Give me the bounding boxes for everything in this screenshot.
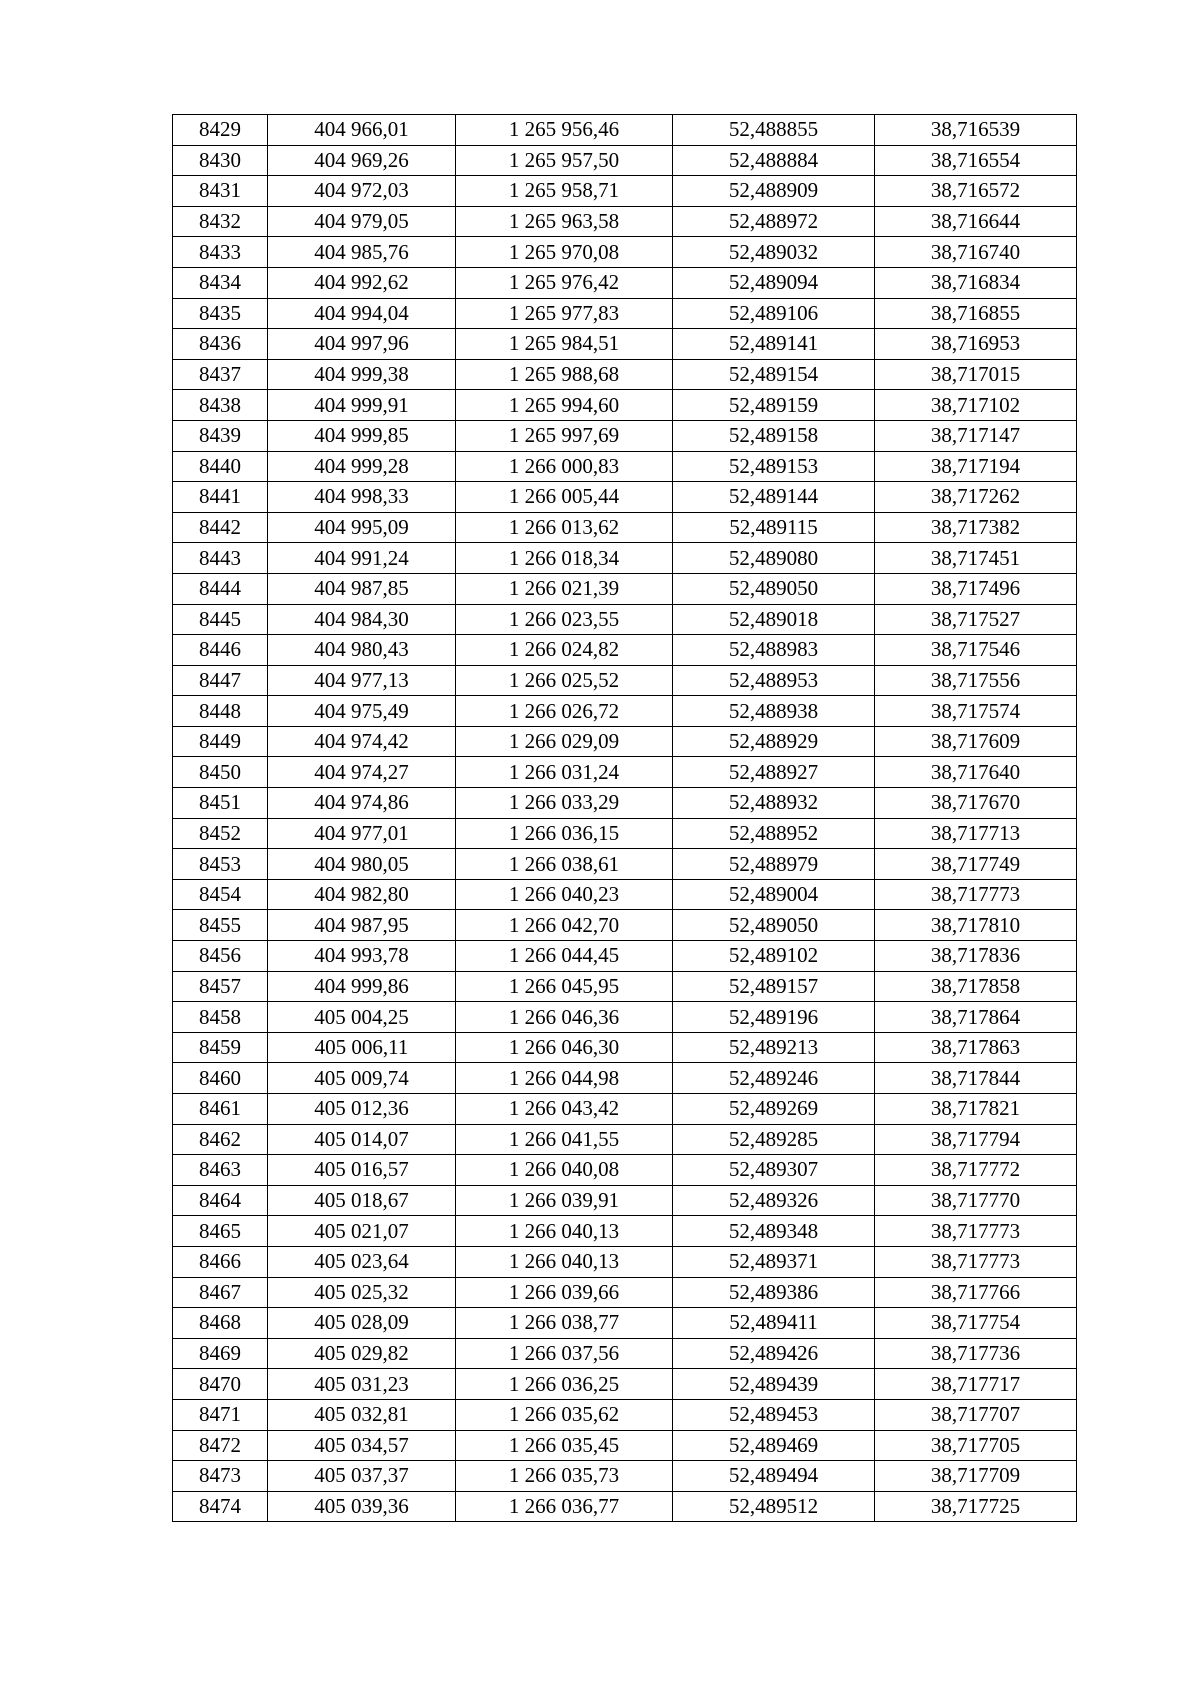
y-coordinate-cell: 1 265 984,51	[456, 329, 673, 360]
y-coordinate-cell: 1 266 024,82	[456, 635, 673, 666]
longitude-cell: 38,717713	[875, 818, 1077, 849]
y-coordinate-cell: 1 266 039,66	[456, 1277, 673, 1308]
latitude-cell: 52,489102	[673, 941, 875, 972]
point-number-cell: 8443	[173, 543, 268, 574]
latitude-cell: 52,489269	[673, 1094, 875, 1125]
table-row	[173, 1461, 1077, 1492]
table-row	[173, 1185, 1077, 1216]
longitude-cell: 38,716554	[875, 145, 1077, 176]
x-coordinate-cell: 405 021,07	[268, 1216, 456, 1247]
point-number-cell: 8438	[173, 390, 268, 421]
y-coordinate-cell: 1 266 044,98	[456, 1063, 673, 1094]
x-coordinate-cell: 405 031,23	[268, 1369, 456, 1400]
table-row	[173, 176, 1077, 207]
longitude-cell: 38,717194	[875, 451, 1077, 482]
latitude-cell: 52,488972	[673, 206, 875, 237]
longitude-cell: 38,717705	[875, 1430, 1077, 1461]
point-number-cell: 8450	[173, 757, 268, 788]
table-row	[173, 573, 1077, 604]
table-row	[173, 635, 1077, 666]
latitude-cell: 52,489004	[673, 879, 875, 910]
x-coordinate-cell: 405 009,74	[268, 1063, 456, 1094]
table-row	[173, 849, 1077, 880]
x-coordinate-cell: 404 991,24	[268, 543, 456, 574]
latitude-cell: 52,488983	[673, 635, 875, 666]
point-number-cell: 8464	[173, 1185, 268, 1216]
table-row	[173, 1032, 1077, 1063]
latitude-cell: 52,488855	[673, 115, 875, 146]
latitude-cell: 52,489494	[673, 1461, 875, 1492]
x-coordinate-cell: 405 037,37	[268, 1461, 456, 1492]
x-coordinate-cell: 405 004,25	[268, 1002, 456, 1033]
point-number-cell: 8432	[173, 206, 268, 237]
longitude-cell: 38,716834	[875, 267, 1077, 298]
y-coordinate-cell: 1 266 045,95	[456, 971, 673, 1002]
x-coordinate-cell: 404 993,78	[268, 941, 456, 972]
latitude-cell: 52,489018	[673, 604, 875, 635]
y-coordinate-cell: 1 265 994,60	[456, 390, 673, 421]
longitude-cell: 38,717749	[875, 849, 1077, 880]
y-coordinate-cell: 1 265 970,08	[456, 237, 673, 268]
table-row	[173, 696, 1077, 727]
x-coordinate-cell: 404 997,96	[268, 329, 456, 360]
longitude-cell: 38,717670	[875, 788, 1077, 819]
table-row	[173, 1491, 1077, 1522]
table-row	[173, 1155, 1077, 1186]
table-row	[173, 1124, 1077, 1155]
y-coordinate-cell: 1 266 031,24	[456, 757, 673, 788]
latitude-cell: 52,488929	[673, 726, 875, 757]
table-row	[173, 267, 1077, 298]
table-row	[173, 1430, 1077, 1461]
latitude-cell: 52,489469	[673, 1430, 875, 1461]
y-coordinate-cell: 1 266 035,45	[456, 1430, 673, 1461]
point-number-cell: 8434	[173, 267, 268, 298]
latitude-cell: 52,488953	[673, 665, 875, 696]
longitude-cell: 38,717382	[875, 512, 1077, 543]
point-number-cell: 8459	[173, 1032, 268, 1063]
longitude-cell: 38,717864	[875, 1002, 1077, 1033]
x-coordinate-cell: 405 034,57	[268, 1430, 456, 1461]
point-number-cell: 8473	[173, 1461, 268, 1492]
x-coordinate-cell: 405 014,07	[268, 1124, 456, 1155]
point-number-cell: 8435	[173, 298, 268, 329]
latitude-cell: 52,489050	[673, 573, 875, 604]
latitude-cell: 52,489050	[673, 910, 875, 941]
point-number-cell: 8439	[173, 420, 268, 451]
table-row	[173, 665, 1077, 696]
x-coordinate-cell: 404 999,86	[268, 971, 456, 1002]
table-row	[173, 1246, 1077, 1277]
y-coordinate-cell: 1 265 963,58	[456, 206, 673, 237]
point-number-cell: 8453	[173, 849, 268, 880]
x-coordinate-cell: 404 999,91	[268, 390, 456, 421]
latitude-cell: 52,489371	[673, 1246, 875, 1277]
y-coordinate-cell: 1 266 046,36	[456, 1002, 673, 1033]
table-row	[173, 237, 1077, 268]
y-coordinate-cell: 1 266 005,44	[456, 482, 673, 513]
x-coordinate-cell: 404 969,26	[268, 145, 456, 176]
latitude-cell: 52,488909	[673, 176, 875, 207]
x-coordinate-cell: 405 018,67	[268, 1185, 456, 1216]
coordinates-table	[172, 114, 1077, 1522]
x-coordinate-cell: 405 028,09	[268, 1308, 456, 1339]
table-row	[173, 512, 1077, 543]
y-coordinate-cell: 1 266 035,73	[456, 1461, 673, 1492]
longitude-cell: 38,716855	[875, 298, 1077, 329]
latitude-cell: 52,489439	[673, 1369, 875, 1400]
table-row	[173, 757, 1077, 788]
longitude-cell: 38,717717	[875, 1369, 1077, 1400]
x-coordinate-cell: 404 992,62	[268, 267, 456, 298]
longitude-cell: 38,716572	[875, 176, 1077, 207]
table-row	[173, 145, 1077, 176]
longitude-cell: 38,717707	[875, 1399, 1077, 1430]
table-row	[173, 818, 1077, 849]
latitude-cell: 52,488979	[673, 849, 875, 880]
point-number-cell: 8430	[173, 145, 268, 176]
point-number-cell: 8440	[173, 451, 268, 482]
y-coordinate-cell: 1 266 046,30	[456, 1032, 673, 1063]
longitude-cell: 38,717736	[875, 1338, 1077, 1369]
coordinates-table-body	[173, 115, 1077, 1522]
point-number-cell: 8456	[173, 941, 268, 972]
longitude-cell: 38,717773	[875, 1246, 1077, 1277]
point-number-cell: 8472	[173, 1430, 268, 1461]
x-coordinate-cell: 404 985,76	[268, 237, 456, 268]
table-row	[173, 910, 1077, 941]
x-coordinate-cell: 404 977,13	[268, 665, 456, 696]
point-number-cell: 8454	[173, 879, 268, 910]
table-row	[173, 1277, 1077, 1308]
y-coordinate-cell: 1 266 043,42	[456, 1094, 673, 1125]
longitude-cell: 38,717794	[875, 1124, 1077, 1155]
longitude-cell: 38,717015	[875, 359, 1077, 390]
latitude-cell: 52,489141	[673, 329, 875, 360]
point-number-cell: 8437	[173, 359, 268, 390]
latitude-cell: 52,489080	[673, 543, 875, 574]
point-number-cell: 8452	[173, 818, 268, 849]
latitude-cell: 52,489348	[673, 1216, 875, 1247]
table-row	[173, 1369, 1077, 1400]
longitude-cell: 38,716644	[875, 206, 1077, 237]
point-number-cell: 8448	[173, 696, 268, 727]
latitude-cell: 52,488927	[673, 757, 875, 788]
y-coordinate-cell: 1 266 036,15	[456, 818, 673, 849]
y-coordinate-cell: 1 266 040,13	[456, 1216, 673, 1247]
latitude-cell: 52,489032	[673, 237, 875, 268]
y-coordinate-cell: 1 266 040,23	[456, 879, 673, 910]
point-number-cell: 8460	[173, 1063, 268, 1094]
y-coordinate-cell: 1 266 035,62	[456, 1399, 673, 1430]
point-number-cell: 8458	[173, 1002, 268, 1033]
table-row	[173, 1216, 1077, 1247]
x-coordinate-cell: 404 979,05	[268, 206, 456, 237]
x-coordinate-cell: 404 987,95	[268, 910, 456, 941]
table-row	[173, 1063, 1077, 1094]
y-coordinate-cell: 1 266 038,61	[456, 849, 673, 880]
longitude-cell: 38,716539	[875, 115, 1077, 146]
x-coordinate-cell: 404 974,86	[268, 788, 456, 819]
x-coordinate-cell: 404 998,33	[268, 482, 456, 513]
latitude-cell: 52,489285	[673, 1124, 875, 1155]
table-row	[173, 298, 1077, 329]
latitude-cell: 52,489246	[673, 1063, 875, 1094]
longitude-cell: 38,717102	[875, 390, 1077, 421]
table-row	[173, 971, 1077, 1002]
point-number-cell: 8445	[173, 604, 268, 635]
point-number-cell: 8447	[173, 665, 268, 696]
latitude-cell: 52,489213	[673, 1032, 875, 1063]
table-row	[173, 941, 1077, 972]
y-coordinate-cell: 1 266 041,55	[456, 1124, 673, 1155]
y-coordinate-cell: 1 265 997,69	[456, 420, 673, 451]
latitude-cell: 52,489106	[673, 298, 875, 329]
point-number-cell: 8433	[173, 237, 268, 268]
point-number-cell: 8444	[173, 573, 268, 604]
table-row	[173, 206, 1077, 237]
longitude-cell: 38,717546	[875, 635, 1077, 666]
table-row	[173, 115, 1077, 146]
y-coordinate-cell: 1 266 040,13	[456, 1246, 673, 1277]
y-coordinate-cell: 1 266 036,25	[456, 1369, 673, 1400]
point-number-cell: 8465	[173, 1216, 268, 1247]
latitude-cell: 52,489453	[673, 1399, 875, 1430]
point-number-cell: 8442	[173, 512, 268, 543]
y-coordinate-cell: 1 266 037,56	[456, 1338, 673, 1369]
latitude-cell: 52,489512	[673, 1491, 875, 1522]
latitude-cell: 52,489157	[673, 971, 875, 1002]
y-coordinate-cell: 1 266 026,72	[456, 696, 673, 727]
table-row	[173, 788, 1077, 819]
longitude-cell: 38,716740	[875, 237, 1077, 268]
y-coordinate-cell: 1 266 000,83	[456, 451, 673, 482]
x-coordinate-cell: 404 982,80	[268, 879, 456, 910]
longitude-cell: 38,717709	[875, 1461, 1077, 1492]
point-number-cell: 8431	[173, 176, 268, 207]
x-coordinate-cell: 404 984,30	[268, 604, 456, 635]
table-row	[173, 1002, 1077, 1033]
latitude-cell: 52,488952	[673, 818, 875, 849]
longitude-cell: 38,717773	[875, 1216, 1077, 1247]
longitude-cell: 38,717821	[875, 1094, 1077, 1125]
latitude-cell: 52,489426	[673, 1338, 875, 1369]
y-coordinate-cell: 1 266 029,09	[456, 726, 673, 757]
latitude-cell: 52,489144	[673, 482, 875, 513]
latitude-cell: 52,489159	[673, 390, 875, 421]
point-number-cell: 8441	[173, 482, 268, 513]
y-coordinate-cell: 1 266 023,55	[456, 604, 673, 635]
longitude-cell: 38,717754	[875, 1308, 1077, 1339]
y-coordinate-cell: 1 265 956,46	[456, 115, 673, 146]
latitude-cell: 52,488884	[673, 145, 875, 176]
longitude-cell: 38,717147	[875, 420, 1077, 451]
longitude-cell: 38,717640	[875, 757, 1077, 788]
y-coordinate-cell: 1 266 038,77	[456, 1308, 673, 1339]
y-coordinate-cell: 1 266 033,29	[456, 788, 673, 819]
y-coordinate-cell: 1 265 988,68	[456, 359, 673, 390]
latitude-cell: 52,489154	[673, 359, 875, 390]
longitude-cell: 38,717609	[875, 726, 1077, 757]
x-coordinate-cell: 405 012,36	[268, 1094, 456, 1125]
x-coordinate-cell: 404 974,27	[268, 757, 456, 788]
table-row	[173, 1399, 1077, 1430]
table-row	[173, 1308, 1077, 1339]
longitude-cell: 38,717574	[875, 696, 1077, 727]
table-row	[173, 879, 1077, 910]
longitude-cell: 38,717766	[875, 1277, 1077, 1308]
latitude-cell: 52,489386	[673, 1277, 875, 1308]
y-coordinate-cell: 1 266 039,91	[456, 1185, 673, 1216]
point-number-cell: 8467	[173, 1277, 268, 1308]
latitude-cell: 52,489115	[673, 512, 875, 543]
point-number-cell: 8455	[173, 910, 268, 941]
y-coordinate-cell: 1 265 958,71	[456, 176, 673, 207]
longitude-cell: 38,716953	[875, 329, 1077, 360]
latitude-cell: 52,489307	[673, 1155, 875, 1186]
table-row	[173, 482, 1077, 513]
longitude-cell: 38,717773	[875, 879, 1077, 910]
table-row	[173, 1094, 1077, 1125]
longitude-cell: 38,717262	[875, 482, 1077, 513]
table-row	[173, 451, 1077, 482]
y-coordinate-cell: 1 266 013,62	[456, 512, 673, 543]
latitude-cell: 52,489153	[673, 451, 875, 482]
y-coordinate-cell: 1 266 044,45	[456, 941, 673, 972]
point-number-cell: 8457	[173, 971, 268, 1002]
y-coordinate-cell: 1 265 957,50	[456, 145, 673, 176]
x-coordinate-cell: 404 994,04	[268, 298, 456, 329]
table-row	[173, 420, 1077, 451]
y-coordinate-cell: 1 266 036,77	[456, 1491, 673, 1522]
latitude-cell: 52,489196	[673, 1002, 875, 1033]
point-number-cell: 8470	[173, 1369, 268, 1400]
table-row	[173, 359, 1077, 390]
point-number-cell: 8462	[173, 1124, 268, 1155]
point-number-cell: 8474	[173, 1491, 268, 1522]
x-coordinate-cell: 404 980,05	[268, 849, 456, 880]
latitude-cell: 52,489326	[673, 1185, 875, 1216]
table-row	[173, 726, 1077, 757]
x-coordinate-cell: 404 999,28	[268, 451, 456, 482]
longitude-cell: 38,717527	[875, 604, 1077, 635]
x-coordinate-cell: 405 039,36	[268, 1491, 456, 1522]
x-coordinate-cell: 404 999,85	[268, 420, 456, 451]
x-coordinate-cell: 404 966,01	[268, 115, 456, 146]
x-coordinate-cell: 405 025,32	[268, 1277, 456, 1308]
x-coordinate-cell: 404 977,01	[268, 818, 456, 849]
x-coordinate-cell: 404 980,43	[268, 635, 456, 666]
y-coordinate-cell: 1 266 025,52	[456, 665, 673, 696]
y-coordinate-cell: 1 266 021,39	[456, 573, 673, 604]
latitude-cell: 52,489158	[673, 420, 875, 451]
point-number-cell: 8429	[173, 115, 268, 146]
x-coordinate-cell: 404 999,38	[268, 359, 456, 390]
table-row	[173, 604, 1077, 635]
longitude-cell: 38,717770	[875, 1185, 1077, 1216]
longitude-cell: 38,717556	[875, 665, 1077, 696]
x-coordinate-cell: 405 016,57	[268, 1155, 456, 1186]
y-coordinate-cell: 1 265 976,42	[456, 267, 673, 298]
x-coordinate-cell: 405 006,11	[268, 1032, 456, 1063]
table-row	[173, 543, 1077, 574]
longitude-cell: 38,717725	[875, 1491, 1077, 1522]
y-coordinate-cell: 1 266 042,70	[456, 910, 673, 941]
point-number-cell: 8446	[173, 635, 268, 666]
table-row	[173, 390, 1077, 421]
longitude-cell: 38,717836	[875, 941, 1077, 972]
longitude-cell: 38,717810	[875, 910, 1077, 941]
point-number-cell: 8469	[173, 1338, 268, 1369]
longitude-cell: 38,717451	[875, 543, 1077, 574]
latitude-cell: 52,488938	[673, 696, 875, 727]
longitude-cell: 38,717863	[875, 1032, 1077, 1063]
x-coordinate-cell: 405 029,82	[268, 1338, 456, 1369]
point-number-cell: 8451	[173, 788, 268, 819]
longitude-cell: 38,717772	[875, 1155, 1077, 1186]
longitude-cell: 38,717496	[875, 573, 1077, 604]
longitude-cell: 38,717858	[875, 971, 1077, 1002]
latitude-cell: 52,489411	[673, 1308, 875, 1339]
point-number-cell: 8461	[173, 1094, 268, 1125]
x-coordinate-cell: 405 032,81	[268, 1399, 456, 1430]
x-coordinate-cell: 404 975,49	[268, 696, 456, 727]
longitude-cell: 38,717844	[875, 1063, 1077, 1094]
point-number-cell: 8466	[173, 1246, 268, 1277]
latitude-cell: 52,488932	[673, 788, 875, 819]
x-coordinate-cell: 404 987,85	[268, 573, 456, 604]
table-row	[173, 1338, 1077, 1369]
point-number-cell: 8436	[173, 329, 268, 360]
y-coordinate-cell: 1 266 018,34	[456, 543, 673, 574]
y-coordinate-cell: 1 265 977,83	[456, 298, 673, 329]
x-coordinate-cell: 404 995,09	[268, 512, 456, 543]
latitude-cell: 52,489094	[673, 267, 875, 298]
x-coordinate-cell: 404 974,42	[268, 726, 456, 757]
table-row	[173, 329, 1077, 360]
point-number-cell: 8463	[173, 1155, 268, 1186]
point-number-cell: 8449	[173, 726, 268, 757]
y-coordinate-cell: 1 266 040,08	[456, 1155, 673, 1186]
point-number-cell: 8468	[173, 1308, 268, 1339]
point-number-cell: 8471	[173, 1399, 268, 1430]
x-coordinate-cell: 405 023,64	[268, 1246, 456, 1277]
x-coordinate-cell: 404 972,03	[268, 176, 456, 207]
